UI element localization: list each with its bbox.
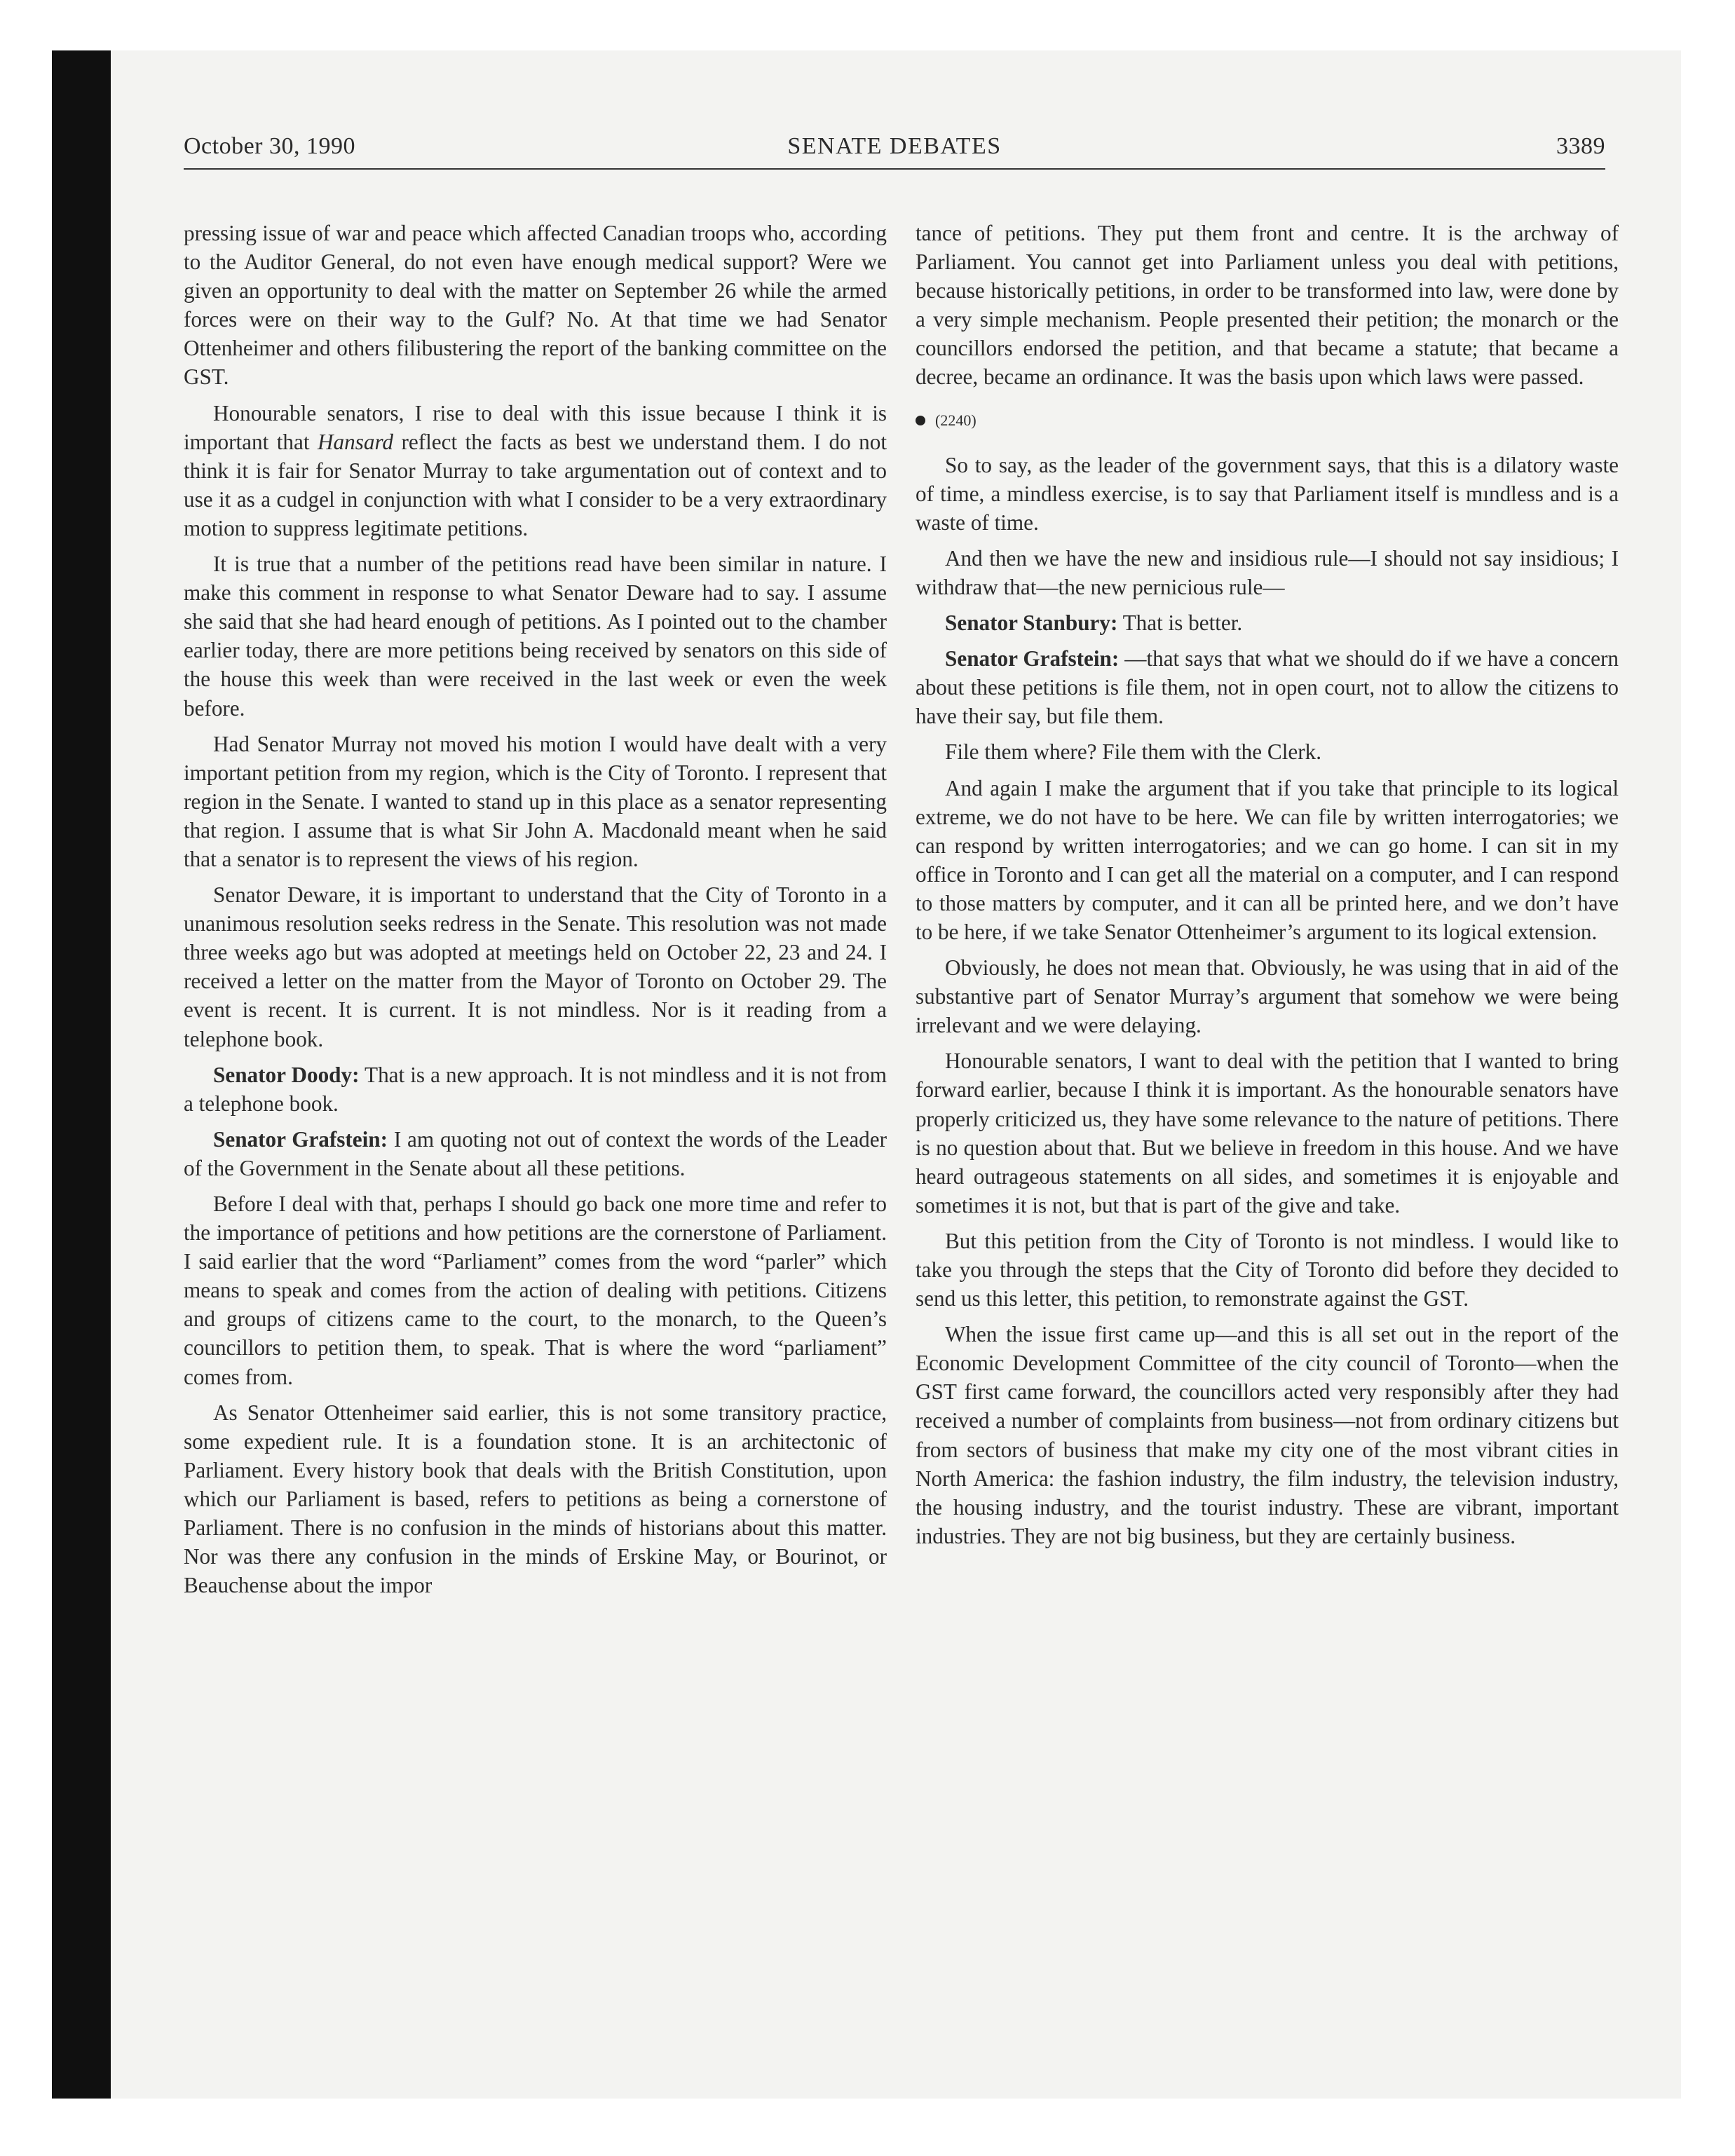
paragraph: Senator Deware, it is important to understand that the City of Toronto in a unanimous resolution seeks redress in the Senate. This resolution was not made three weeks ago but was adopted at meetings held on October 22, 23 and 24. I received a letter on the matter from the Mayor of Toronto on October 29. The event is recent. It is current. It is not mindless. Nor is it reading from a telephone book. xyxy=(184,882,887,1051)
speech-text: I am quoting not out of context the words of the Leader of the Government in the Senate about all these petitions. xyxy=(184,1126,887,1180)
header-page-number: 3389 xyxy=(1556,133,1605,159)
paragraph: Obviously, he does not mean that. Obviously, he was using that in aid of the substantive part of Senator Murray’s argument that somehow we were being irrelevant and we were delaying. xyxy=(916,955,1619,1038)
time-marker-text: (2240) xyxy=(935,411,977,429)
time-marker xyxy=(916,410,1619,431)
paragraph: tance of petitions. They put them front and centre. It is the archway of Parliament. You cannot get into Parliament unless you deal with petitions, because historically petitions, in order to be transformed into law, were done by a very simple mechanism. People presented their petition; the monarch or the councillors endorsed the petition, and that became a statute; that became a decree, became an ordinance. It was the basis upon which laws were passed. xyxy=(916,221,1619,390)
paragraph: So to say, as the leader of the government says, that this is a dilatory waste of time, a mindless exercise, is to say that Parliament itself is mındless and is a waste of time. xyxy=(916,452,1619,535)
paragraph: Had Senator Murray not moved his motion I would have dealt with a very important petition from my region, which is the City of Toronto. I represent that region in the Senate. I wanted to stand up in this place as a senator representing that region. I assume that is what Sir John A. Macdonald meant when he said that a senator is to represent the views of his region. xyxy=(184,731,887,871)
paragraph: Honourable senators, I want to deal with the petition that I wanted to bring forward earlier, because I think it is important. As the honourable senators have properly criticized us, they have some relevance to the nature of petitions. There is no question about that. But we believe in freedom in this house. And we have heard outrageous statements on all sides, and sometimes it is enjoyable and sometimes it is not, but that is part of the give and take. xyxy=(916,1049,1619,1217)
speech-text: That is a new approach. It is not mindless and it is not from a telephone book. xyxy=(184,1062,887,1116)
paragraph: As Senator Ottenheimer said earlier, this is not some transitory practice, some expedient rule. It is a foundation stone. It is an architectonic of Parliament. Every history book that deals with the British Constitution, upon which our Parliament is based, refers to petitions as being a cornerstone of Parliament. There is no confusion in the minds of historians about this matter. Nor was there any confusion in the minds of Erskine May, or Bourinot, or Beauchense about the impor xyxy=(184,1400,887,1598)
speaker-name: Senator Grafstein: xyxy=(213,1126,388,1152)
header-title: SENATE DEBATES xyxy=(787,133,1002,159)
paragraph: pressing issue of war and peace which affected Canadian troops who, according to the Auditor General, do not even have enough medical support? Were we given an opportunity to deal with the matter on September 26 while the armed forces were on their way to the Gulf? No. At that time we had Senator Ottenheimer and others filibustering the report of the banking committee on the GST. xyxy=(184,221,887,390)
paragraph: But this petition from the City of Toronto is not mindless. I would like to take you through the steps that the City of Toronto did before they decided to send us this letter, this petition, to remonstrate against the GST. xyxy=(916,1228,1619,1311)
speech xyxy=(916,608,1619,637)
speaker-name: Senator Grafstein: xyxy=(945,646,1120,671)
speech xyxy=(916,644,1619,730)
header-date: October 30, 1990 xyxy=(184,133,356,159)
paragraph xyxy=(184,399,887,543)
running-head xyxy=(184,133,1605,168)
right-column xyxy=(916,219,1619,1557)
speech-text: That is better. xyxy=(1122,610,1243,636)
paragraph: And again I make the argument that if you take that principle to its logical extreme, we do not have to be here. We can file by written interrogatories; we can respond by written interrogatories; and we can go home. I can sit in my office in Toronto and I can get all the material on a computer, and I can respond to those matters by computer, and it can all be printed here, and we don’t have to be here, if we take Senator Ottenheimer’s argument to its logical extension. xyxy=(916,775,1619,944)
paragraph: And then we have the new and insidious rule—I should not say insidious; I withdraw that—the new pernicious rule— xyxy=(916,545,1619,599)
speech xyxy=(184,1125,887,1182)
paragraph: It is true that a number of the petitions read have been similar in nature. I make this comment in response to what Senator Deware had to say. I assume she said that she had heard enough of petitions. As I pointed out to the chamber earlier today, there are more petitions being received by senators on this side of the house this week than were received in the last week or even the week before. xyxy=(184,552,887,721)
paragraph: When the issue first came up—and this is all set out in the report of the Economic Development Committee of the city council of Toronto—when the GST first came forward, the councillors acted very responsibly after they had received a number of complaints from business—not from ordinary citizens but from sectors of business that make my city one of the most vibrant cities in North America: the fashion industry, the film industry, the television industry, the housing industry, and the tourist industry. These are vibrant, important industries. They are not big business, but they are certainly business. xyxy=(916,1322,1619,1548)
paragraph-text: Honourable senators, I rise to deal with this issue because I think it is important that Hansard reflect the facts as best we understand them. I do not think it is fair for Senator Murray to take argumentation out of context and to use it as a cudgel in conjunction with what I consider to be a very extraordinary motion to suppress legitimate petitions. xyxy=(184,400,887,540)
header-rule xyxy=(184,168,1605,170)
left-column xyxy=(184,219,887,1606)
publication-name: Hansard xyxy=(318,429,394,454)
bullet-icon xyxy=(916,416,925,425)
speaker-name: Senator Stanbury: xyxy=(945,610,1118,636)
paragraph: File them where? File them with the Clerk. xyxy=(945,739,1321,765)
speaker-name: Senator Doody: xyxy=(213,1062,360,1087)
paragraph: Before I deal with that, perhaps I should go back one more time and refer to the importance of petitions and how petitions are the cornerstone of Parliament. I said earlier that the word “Parliament” comes from the word “parler” which means to speak and comes from the action of dealing with petitions. Citizens and groups of citizens came to the court, to the monarch, to the Queen’s councillors to petition them, to speak. That is where the word “parliament” comes from. xyxy=(184,1192,887,1389)
scan-edge xyxy=(52,50,111,2099)
speech-text: —that says that what we should do if we have a concern about these petitions is file them, not in open court, not to allow the citizens to have their say, but file them. xyxy=(916,646,1619,729)
speech xyxy=(184,1060,887,1118)
